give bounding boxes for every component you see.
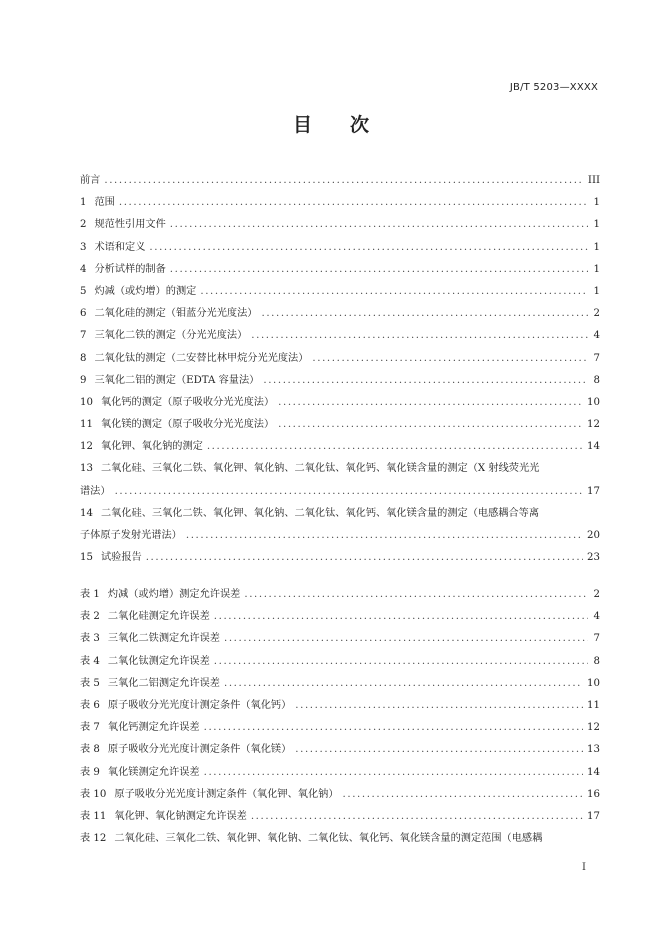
entry-number: 3	[80, 241, 87, 253]
entry-title: 范围	[94, 197, 115, 209]
entry-page: 4	[593, 611, 600, 623]
toc-entry[interactable]	[80, 259, 600, 281]
entry-page: 23	[587, 552, 600, 564]
entry-title: 二氧化硅测定允许误差	[107, 611, 210, 623]
entry-label	[80, 762, 200, 784]
entry-page: 12	[587, 419, 600, 431]
dot-leader	[214, 606, 588, 628]
entry-label	[80, 303, 257, 325]
entry-title: 前言	[80, 175, 101, 186]
entry-number: 表 6	[80, 699, 100, 711]
entry-label	[80, 370, 259, 392]
entry-page: 8	[593, 374, 600, 386]
dot-leader	[251, 806, 583, 828]
table-entry[interactable]	[80, 584, 600, 606]
entry-number: 表 3	[80, 633, 100, 645]
table-entry[interactable]	[80, 784, 600, 806]
toc-entry[interactable]	[80, 325, 600, 347]
entry-number: 表 8	[80, 744, 100, 756]
entry-page: 2	[593, 589, 600, 600]
entry-label	[80, 628, 220, 650]
dot-leader	[251, 325, 588, 347]
entry-title: 氧化镁测定允许误差	[107, 766, 200, 778]
table-entry[interactable]	[80, 762, 600, 784]
dot-leader	[149, 237, 588, 259]
table-entry[interactable]	[80, 673, 600, 695]
entry-number: 1	[80, 197, 87, 209]
entry-title: 原子吸收分光光度计测定条件（氧化钾、氧化钠）	[114, 788, 339, 800]
list-of-tables	[80, 584, 600, 850]
entry-label	[80, 784, 339, 806]
dot-leader	[312, 348, 588, 370]
entry-page: 10	[587, 396, 600, 408]
entry-number: 12	[80, 441, 93, 453]
entry-title: 二氧化硅、三氧化二铁、氧化钾、氧化钠、二氧化钛、氧化钙、氧化镁含量的测定（电感耦合等离	[100, 507, 540, 519]
entry-title: 氧化钾、氧化钠的测定	[100, 441, 203, 453]
entry-title: 三氧化二铁的测定（分光光度法）	[94, 330, 248, 342]
entry-page: 13	[587, 744, 600, 756]
entry-title: 氧化钙的测定（原子吸收分光光度法）	[100, 396, 275, 408]
entry-title: 二氧化硅的测定（钼蓝分光光度法）	[94, 308, 258, 320]
toc-entry[interactable]	[80, 370, 600, 392]
entry-label	[80, 237, 145, 259]
toc-entry[interactable]	[80, 458, 600, 480]
entry-label	[80, 828, 542, 850]
entry-label	[80, 192, 115, 214]
entry-page: 2	[593, 308, 600, 320]
dot-leader	[261, 303, 588, 325]
entry-number: 14	[80, 507, 93, 519]
dot-leader	[263, 370, 588, 392]
toc-entry[interactable]	[80, 547, 600, 569]
entry-label	[80, 806, 247, 828]
entry-number: 表 7	[80, 722, 100, 734]
entry-label	[80, 651, 210, 673]
dot-leader	[115, 481, 583, 503]
entry-label	[80, 739, 291, 761]
entry-page: 17	[587, 810, 600, 822]
entry-number: 2	[80, 219, 87, 231]
dot-leader	[343, 784, 584, 806]
entry-page: 1	[593, 285, 600, 297]
entry-title: 二氧化硅、三氧化二铁、氧化钾、氧化钠、二氧化钛、氧化钙、氧化镁含量的测定（X 射线荧光光	[100, 463, 540, 475]
entry-title: 二氧化钛测定允许误差	[107, 655, 210, 667]
toc-entry-continuation[interactable]	[80, 525, 600, 547]
table-entry[interactable]	[80, 606, 600, 628]
entry-label	[80, 673, 220, 695]
entry-title: 分析试样的制备	[94, 263, 166, 275]
dot-leader	[278, 392, 583, 414]
entry-label	[80, 348, 308, 370]
entry-number: 表 1	[80, 589, 100, 600]
entry-page: 16	[587, 788, 600, 800]
entry-page: 12	[587, 722, 600, 734]
entry-number: 4	[80, 263, 87, 275]
entry-page: 14	[587, 766, 600, 778]
entry-number: 9	[80, 374, 87, 386]
table-entry[interactable]	[80, 628, 600, 650]
entry-label	[80, 414, 274, 436]
entry-label	[80, 547, 142, 569]
entry-label	[80, 436, 203, 458]
dot-leader	[146, 547, 583, 569]
entry-title-continued: 子体原子发射光谱法）	[80, 530, 182, 541]
table-entry[interactable]	[80, 828, 600, 850]
entry-page: 1	[593, 197, 600, 209]
entry-title: 二氧化硅、三氧化二铁、氧化钾、氧化钠、二氧化钛、氧化钙、氧化镁含量的测定范围（电感耦	[114, 833, 543, 845]
entry-page: 7	[593, 352, 600, 364]
entry-title: 规范性引用文件	[94, 219, 166, 231]
entry-title: 灼减（或灼增）的测定	[94, 285, 197, 297]
dot-leader	[186, 525, 583, 547]
dot-leader	[207, 436, 583, 458]
entry-title: 氧化镁的测定（原子吸收分光光度法）	[100, 419, 275, 431]
page-number: I	[582, 862, 586, 873]
entry-label	[80, 695, 291, 717]
toc-entry[interactable]	[80, 436, 600, 458]
dot-leader	[214, 651, 588, 673]
entry-title: 氧化钙测定允许误差	[107, 722, 200, 734]
entry-page: 8	[593, 655, 600, 667]
dot-leader	[224, 628, 588, 650]
entry-title: 三氧化二铁测定允许误差	[107, 633, 220, 645]
toc-entry-continuation[interactable]	[80, 481, 600, 503]
toc-entry[interactable]	[80, 414, 600, 436]
entry-number: 表 10	[80, 788, 107, 800]
entry-page: 10	[587, 677, 600, 689]
entry-title: 试验报告	[100, 552, 142, 564]
entry-number: 13	[80, 463, 93, 475]
entry-number: 7	[80, 330, 87, 342]
entry-label	[80, 214, 166, 236]
entry-title: 三氧化二铝的测定（EDTA 容量法）	[94, 374, 260, 386]
entry-number: 15	[80, 552, 93, 564]
entry-page: 1	[593, 241, 600, 253]
dot-leader	[278, 414, 583, 436]
entry-page: 17	[587, 485, 600, 497]
entry-title: 二氧化钛的测定（二安替比林甲烷分光光度法）	[94, 352, 309, 364]
dot-leader	[295, 739, 583, 761]
toc-entry[interactable]	[80, 281, 600, 303]
entry-title: 原子吸收分光光度计测定条件（氧化钙）	[107, 699, 292, 711]
page-title: 目次	[292, 114, 407, 136]
entry-label	[80, 584, 240, 606]
entry-number: 11	[80, 419, 93, 431]
entry-page: III	[587, 175, 600, 186]
table-entry[interactable]	[80, 806, 600, 828]
entry-number: 5	[80, 285, 87, 297]
entry-number: 10	[80, 396, 93, 408]
dot-leader	[119, 192, 588, 214]
dot-leader	[224, 673, 583, 695]
table-entry[interactable]	[80, 695, 600, 717]
entry-title: 原子吸收分光光度计测定条件（氧化镁）	[107, 744, 292, 756]
entry-number: 8	[80, 352, 87, 364]
entry-label	[80, 170, 100, 192]
entry-label	[80, 281, 196, 303]
dot-leader	[204, 717, 583, 739]
dot-leader	[244, 584, 588, 606]
entry-label	[80, 259, 166, 281]
toc-entry[interactable]	[80, 348, 600, 370]
toc-entry[interactable]	[80, 237, 600, 259]
dot-leader	[104, 170, 584, 192]
entry-label	[80, 717, 200, 739]
entry-page: 1	[593, 263, 600, 275]
table-of-contents	[80, 170, 600, 569]
table-entry[interactable]	[80, 717, 600, 739]
toc-entry[interactable]	[80, 214, 600, 236]
entry-page: 11	[587, 699, 600, 711]
entry-number: 表 4	[80, 655, 100, 667]
entry-label	[80, 606, 210, 628]
entry-title-continued: 谱法）	[80, 485, 111, 497]
entry-number: 表 12	[80, 833, 107, 845]
entry-title: 氧化钾、氧化钠测定允许误差	[114, 810, 247, 822]
document-code: JB/T 5203—XXXX	[509, 82, 598, 93]
toc-entry[interactable]	[80, 192, 600, 214]
entry-title: 三氧化二铝测定允许误差	[107, 677, 220, 689]
dot-leader	[295, 695, 583, 717]
entry-label	[80, 325, 247, 347]
dot-leader	[200, 281, 588, 303]
entry-number: 表 9	[80, 766, 100, 778]
entry-number: 6	[80, 308, 87, 320]
entry-label	[80, 503, 539, 525]
table-entry[interactable]	[80, 739, 600, 761]
entry-number: 表 5	[80, 677, 100, 689]
toc-entry[interactable]	[80, 392, 600, 414]
entry-page: 4	[593, 330, 600, 342]
entry-page: 20	[587, 530, 600, 541]
entry-label	[80, 458, 539, 480]
entry-number: 表 2	[80, 611, 100, 623]
toc-entry[interactable]	[80, 503, 600, 525]
toc-entry[interactable]	[80, 170, 600, 192]
dot-leader	[170, 259, 588, 281]
entry-page: 14	[587, 441, 600, 453]
table-entry[interactable]	[80, 651, 600, 673]
entry-title: 灼减（或灼增）测定允许误差	[107, 589, 241, 600]
toc-entry[interactable]	[80, 303, 600, 325]
dot-leader	[170, 214, 588, 236]
entry-number: 表 11	[80, 810, 107, 822]
entry-page: 1	[593, 219, 600, 231]
entry-label	[80, 392, 274, 414]
entry-page: 7	[593, 633, 600, 645]
dot-leader	[204, 762, 583, 784]
entry-title: 术语和定义	[94, 241, 146, 253]
